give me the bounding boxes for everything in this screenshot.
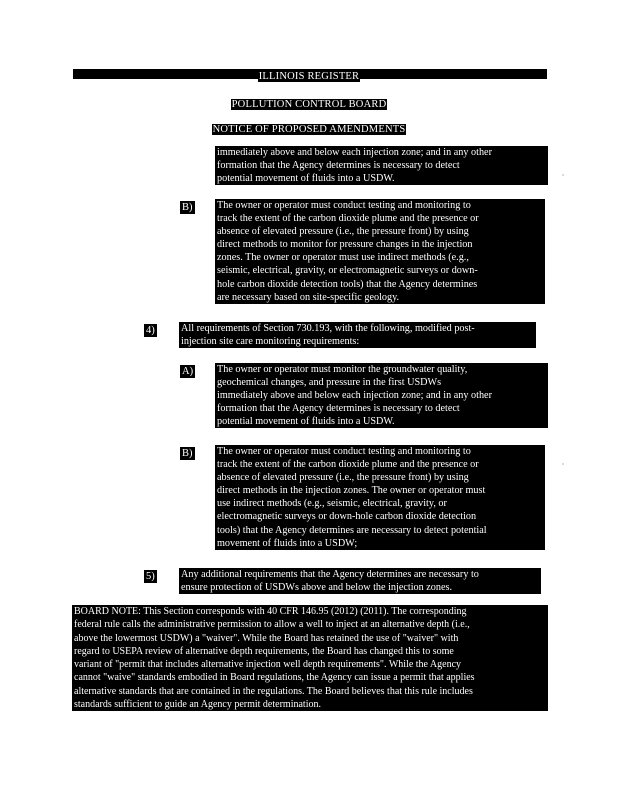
item-4b-text — [215, 445, 545, 550]
text-line: The owner or operator must monitor the groundwater quality, — [217, 364, 468, 375]
text-line: injection site care monitoring requirements: — [181, 336, 360, 348]
text-line: absence of elevated pressure (i.e., the pressure front) by using — [217, 226, 469, 238]
item-label-4: 4) — [146, 325, 155, 336]
text-line: above the lowermost USDW) a "waiver". While the Board has retained the use of "waiver" with — [74, 632, 459, 644]
text-line: geochemical changes, and pressure in the first USDWs — [217, 377, 442, 389]
text-line: absence of elevated pressure (i.e., the pressure front) by using — [217, 472, 469, 484]
notice-title: NOTICE OF PROPOSED AMENDMENTS — [212, 124, 406, 135]
text-line: alternative standards that are contained in the regulations. The Board believes that this rule includes — [74, 685, 473, 697]
item-label-b: B) — [182, 202, 193, 213]
text-line: federal rule calls the administrative permission to allow a well to inject at an alternative depth (i.e., — [74, 619, 470, 631]
text-line: potential movement of fluids into a USDW. — [217, 173, 395, 185]
text-line: formation that the Agency determines is necessary to detect — [217, 403, 460, 415]
text-line: BOARD NOTE: This Section corresponds with 40 CFR 146.95 (2012) (2011). The corresponding — [74, 606, 467, 617]
text-line: standards sufficient to guide an Agency permit determination. — [74, 699, 321, 711]
text-line: track the extent of the carbon dioxide plume and the presence or — [217, 213, 479, 225]
text-line: The owner or operator must conduct testing and monitoring to — [217, 446, 471, 457]
text-line: variant of "permit that includes alternative injection well depth requirements". While the Agency — [74, 659, 462, 671]
item-label-5: 5) — [146, 571, 155, 582]
text-line: Any additional requirements that the Agency determines are necessary to — [181, 569, 479, 580]
text-line: formation that the Agency determines is necessary to detect — [217, 160, 460, 172]
text-line: movement of fluids into a USDW; — [217, 537, 358, 549]
item-label-a: A) — [182, 366, 194, 377]
text-line: track the extent of the carbon dioxide plume and the presence or — [217, 459, 479, 471]
text-line: direct methods to monitor for pressure changes in the injection — [217, 239, 473, 251]
text-line: All requirements of Section 730.193, with the following, modified post- — [181, 323, 475, 334]
item-4a-text — [215, 363, 548, 428]
text-line: immediately above and below each injection zone; and in any other — [217, 390, 492, 402]
text-line: The owner or operator must conduct testing and monitoring to — [217, 200, 471, 211]
text-line: cannot "waive" standards embodied in Board regulations, the Agency can issue a permit that applies — [74, 672, 475, 684]
item-label-b: B) — [182, 448, 193, 459]
text-line: immediately above and below each injection zone; and in any other — [217, 147, 492, 158]
text-line: ensure protection of USDWs above and below the injection zones. — [181, 582, 453, 594]
board-title: POLLUTION CONTROL BOARD — [231, 99, 387, 110]
item-4-text — [179, 322, 536, 348]
scan-speck — [562, 463, 564, 465]
text-line: seismic, electrical, gravity, or electromagnetic surveys or down- — [217, 265, 478, 277]
item-3b-text — [215, 199, 545, 304]
text-line: regard to USEPA review of alternative depth requirements, the Board has changed this to some — [74, 645, 454, 657]
text-line: hole carbon dioxide detection tools) that the Agency determines — [217, 278, 478, 290]
text-line: are necessary based on site-specific geology. — [217, 291, 400, 303]
text-line: tools) that the Agency determines are necessary to detect potential — [217, 524, 487, 536]
text-line: direct methods in the injection zones. The owner or operator must — [217, 485, 486, 497]
text-line: potential movement of fluids into a USDW. — [217, 416, 395, 428]
item-5-text — [179, 568, 541, 594]
register-title: ILLINOIS REGISTER — [258, 71, 360, 82]
continuation-text — [215, 146, 548, 185]
text-line: use indirect methods (e.g., seismic, electrical, gravity, or — [217, 498, 447, 510]
board-note — [72, 605, 548, 711]
scan-speck — [562, 174, 564, 176]
text-line: electromagnetic surveys or down-hole carbon dioxide detection — [217, 511, 477, 523]
text-line: zones. The owner or operator must use indirect methods (e.g., — [217, 252, 469, 264]
